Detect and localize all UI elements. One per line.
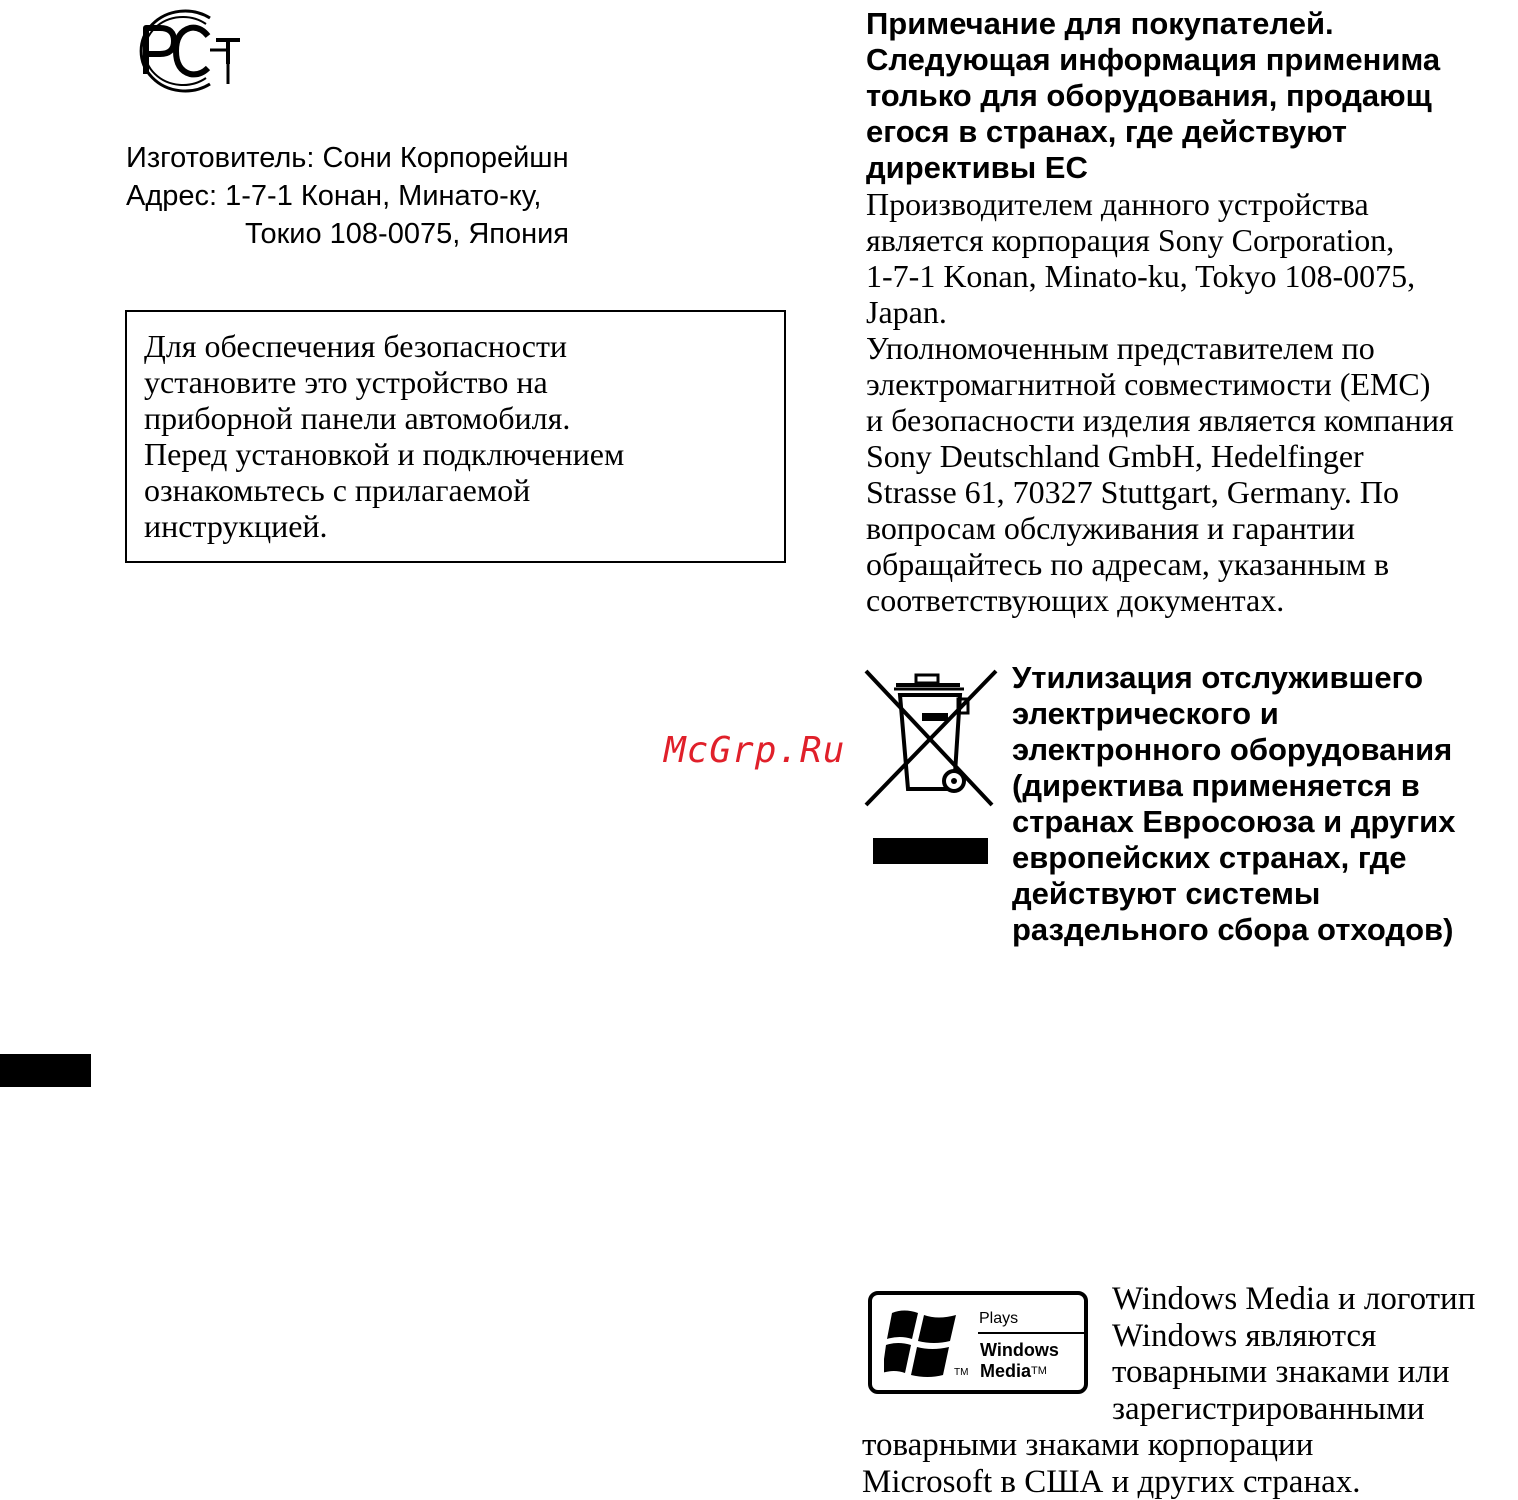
trademark-notice-continued: товарными знаками корпорации Microsoft в США и других странах. [862, 1427, 1361, 1500]
logo-windows-label: Windows [980, 1340, 1059, 1360]
weee-heading: Утилизация отслужившего электрического и электронного оборудования (директива применяется в странах Евросоюза и других европейских странах, где действуют системы раздельного сбора отходов) [1012, 660, 1456, 947]
trademark-notice: Windows Media и логотип Windows являются товарными знаками или зарегистрированными [1112, 1281, 1476, 1427]
manufacturer-line: Изготовитель: Сони Корпорейшн [126, 142, 569, 174]
logo-plays-label: Plays [979, 1310, 1019, 1327]
plays-windows-media-logo [868, 1291, 1088, 1394]
watermark: McGrp.Ru [664, 730, 846, 771]
crossed-out-wheelie-bin-icon [862, 667, 1000, 813]
page-side-tab [0, 1054, 91, 1087]
eu-notice-heading: Примечание для покупателей. Следующая информация применима только для оборудования, продающ егося в странах, где действуют директивы ЕС [866, 6, 1441, 185]
address-line: Адрес: 1-7-1 Конан, Минато-ку, [126, 180, 542, 212]
safety-notice-text: Для обеспечения безопасности установите это устройство на приборной панели автомобиля. Перед установкой и подключением ознакомьтесь с прилагаемой инструкцией. [144, 328, 625, 544]
safety-notice-box [125, 310, 786, 563]
logo-divider [978, 1332, 1086, 1334]
address-line-continued: Токио 108-0075, Япония [245, 218, 570, 250]
trademark-mark: TM [1031, 1365, 1047, 1377]
logo-media-label [980, 1360, 1047, 1382]
pct-certification-logo [124, 4, 244, 96]
weee-marking-bar [873, 838, 988, 864]
eu-notice-body: Производителем данного устройства является корпорация Sony Corporation, 1-7-1 Konan, Minato-ku, Tokyo 108-0075, Japan. Уполномоченным представителем по электромагнитной совместимости (EMC) и безопасности изделия является компания Sony Deutschland GmbH, Hedelfinger Strasse 61, 70327 Stuttgart, Germany. По вопросам обслуживания и гарантии обращайтесь по адресам, указанным в соответствующих документах. [866, 186, 1454, 618]
trademark-mark: TM [954, 1367, 969, 1378]
windows-flag-icon [884, 1307, 960, 1377]
logo-media-text: Media [980, 1361, 1032, 1381]
